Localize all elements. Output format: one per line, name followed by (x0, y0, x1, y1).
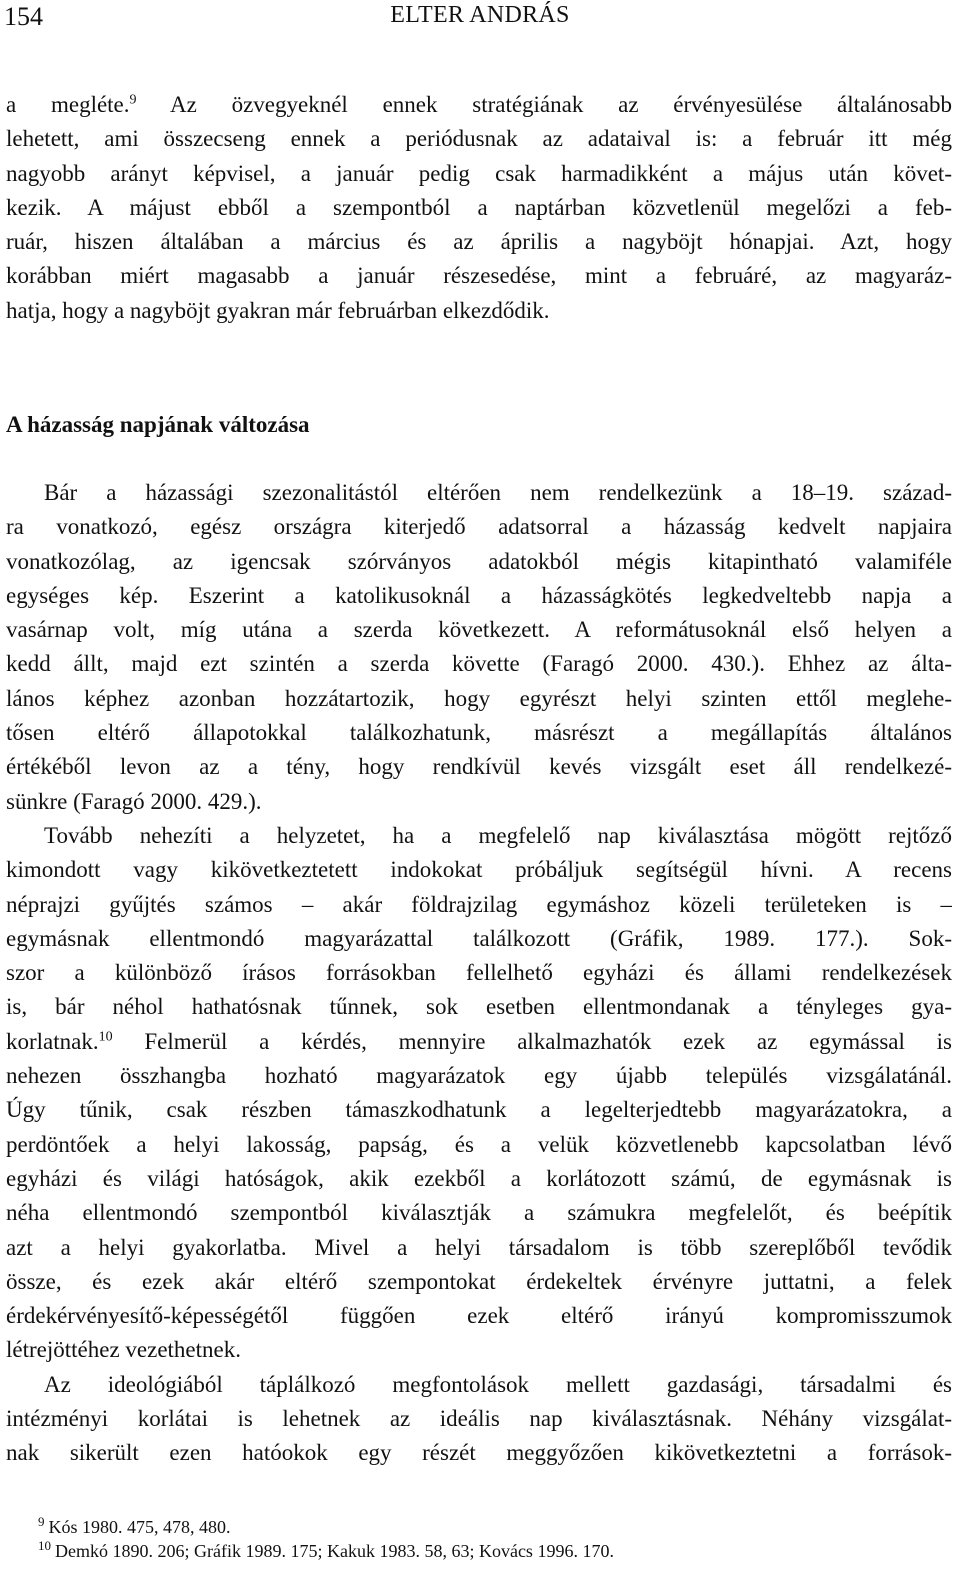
text-line: a megléte.$^9$ Az özvegyeknél ennek stratégiának az érvényesülése általánosabb (6, 92, 952, 117)
text-line: értékéből levon az a tény, hogy rendkívül kevés vizsgált eset áll rendelkezé- (6, 754, 952, 780)
section-heading: A házasság napjának változása (6, 412, 310, 437)
text-line: korlatnak.$^{10}$ Felmerül a kérdés, mennyire alkalmazhatók ezek az egymással is (6, 1028, 952, 1054)
text-line: hatja, hogy a nagyböjt gyakran már februárban elkezdődik. (6, 297, 550, 323)
text-line: Az ideológiából táplálkozó megfontolások mellett gazdasági, társadalmi és (44, 1371, 952, 1397)
footnotes (38, 1516, 614, 1564)
text-line: lános képhez azonban hozzátartozik, hogy egyrészt helyi szinten ettől meglehe- (6, 685, 952, 711)
text-line: intézményi korlátai is lehetnek az ideális nap kiválasztásnak. Néhány vizsgálat- (6, 1406, 952, 1432)
text-line: kezik. A májust ebből a szempontból a naptárban közvetlenül megelőzi a feb- (6, 194, 952, 220)
footnote-ref-9: 9 (129, 92, 137, 108)
text-line: Bár a házassági szezonalitástól eltérően nem rendelkezünk a 18–19. század- (44, 480, 952, 505)
text-line: Tovább nehezíti a helyzetet, ha a megfelelő nap kiválasztása mögött rejtőző (44, 822, 952, 848)
running-title: ELTER ANDRÁS (390, 2, 570, 28)
text-line: Úgy tűnik, csak részben támaszkodhatunk a legelterjedtebb magyarázatokra, a (6, 1097, 952, 1123)
text-line: nehezen összhangba hozható magyarázatok egy újabb település vizsgálatánál. (6, 1063, 952, 1089)
page-number: 154 (4, 2, 43, 31)
text-line: vasárnap volt, míg utána a szerda következett. A reformátusoknál első helyen a (6, 617, 952, 643)
running-header (4, 2, 956, 36)
text-line: össze, és ezek akár eltérő szempontokat érdekeltek érvényre juttatni, a felek (6, 1268, 952, 1294)
text-line: perdöntőek a helyi lakosság, papság, és a velük közvetlenebb kapcsolatban lévő (6, 1131, 952, 1157)
text-line: sünkre (Faragó 2000. 429.). (6, 788, 262, 814)
text-line: nagyobb arányt képvisel, a január pedig csak harmadikként a május után követ- (6, 160, 952, 186)
text-line: létrejöttéhez vezethetnek. (6, 1337, 241, 1363)
text-line: lehetett, ami összecseng ennek a periódusnak az adataival is: a február itt még (6, 126, 952, 152)
body-section-1 (6, 88, 952, 328)
text-line: kedd állt, majd ezt szintén a szerda követte (Faragó 2000. 430.). Ehhez az álta- (6, 651, 952, 677)
text-line: egyházi és világi hatóságok, akik ezekből a korlátozott számú, de egymásnak is (6, 1165, 952, 1191)
text-line: érdekérvényesítő-képességétől függően ezek eltérő irányú kompromisszumok (6, 1303, 952, 1329)
footnote-10: $^{10}$ Demkó 1890. 206; Gráfik 1989. 175; Kakuk 1983. 58, 63; Kovács 1996. 170. (38, 1538, 614, 1561)
text-line: ruár, hiszen általában a március és az április a nagyböjt hónapjai. Azt, hogy (6, 229, 952, 255)
text-line: szor a különböző írásos forrásokban fellelhető egyházi és állami rendelkezések (6, 960, 952, 986)
text-line: tősen eltérő állapotokkal találkozhatunk, másrészt a megállapítás általános (6, 720, 952, 746)
text-line: néha ellentmondó szempontból kiválasztják a számukra megfelelőt, és beépítik (6, 1200, 952, 1226)
text-line: korábban miért magasabb a január részesedése, mint a februáré, az magyaráz- (6, 263, 952, 289)
text-line: azt a helyi gyakorlatba. Mivel a helyi társadalom is több szereplőből tevődik (6, 1234, 952, 1260)
text-line: néprajzi gyűjtés számos – akár földrajzilag egymáshoz közeli területeken is – (6, 891, 952, 917)
text-line: egységes kép. Eszerint a katolikusoknál a házasságkötés legkedveltebb napja a (6, 582, 952, 608)
text-line: egymásnak ellentmondó magyarázattal találkozott (Gráfik, 1989. 177.). Sok- (6, 925, 952, 951)
text-line: ra vonatkozó, egész országra kiterjedő adatsorral a házasság kedvelt napjaira (6, 514, 952, 540)
footnote-9: $^9$ Kós 1980. 475, 478, 480. (38, 1514, 231, 1537)
text-line: is, bár néhol hathatósnak tűnnek, sok esetben ellentmondanak a tényleges gya- (6, 994, 952, 1020)
text-line: vonatkozólag, az igencsak szórványos adatokból mégis kitapintható valamiféle (6, 548, 952, 574)
text-line: nak sikerült ezen hatóokok egy részét meggyőzően kikövetkeztetni a források- (6, 1440, 952, 1466)
body-section-2 (6, 476, 952, 1471)
text-line: kimondott vagy kikövetkeztetett indokokat próbáljuk segítségül hívni. A recens (6, 857, 952, 883)
footnote-ref-10: 10 (98, 1029, 113, 1045)
